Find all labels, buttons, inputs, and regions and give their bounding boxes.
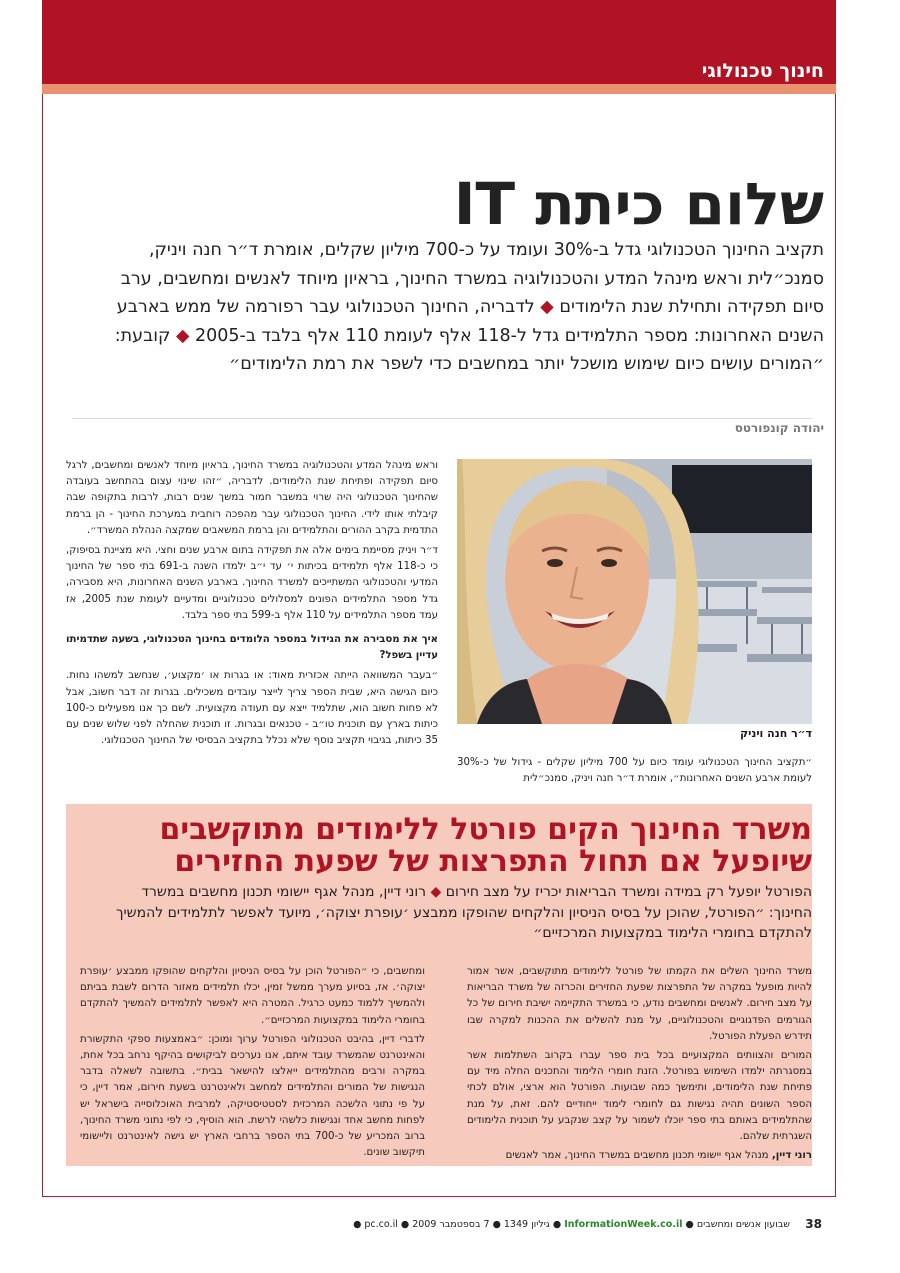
lead-part-1: תקציב החינוך הטכנולוגי גדל ב-30% ועומד על כ-700 מיליון שקלים, אומרת ד״ר חנה ויניק, סמנכ״לית וראש מינהל המדע והטכנולוגיה במשרד החינוך, בראיון מיוחד לאנשים ומחשבים, ערב סיום תפקידה ותחילת שנת הלימודים [120, 240, 824, 317]
sidebar-lead [102, 882, 812, 944]
sidebar-headline-line: משרד החינוך הקים פורטל ללימודים מתוקשבים [159, 812, 812, 847]
body-paragraph: ד״ר ויניק מסיימת בימים אלה את תפקידה בתום ארבע שנים וחצי. היא מציינת בסיפוק, כי כ-118 אלף תלמידים בכיתות י׳ עד י״ב ילמדו השנה ב-691 בתי ספר של החינוך המדעי והטכנולוגי המשתייכים למשרד החינוך. בארבע השנים האחרונות, היא מסבירה, גדל מספר התלמידים הפונים למסלולים טכנולוגיים ומדעיים לעומת שנת 2005, אז עמד מספר התלמידים על 110 אלף ב-599 בתי ספר בלבד. [66, 545, 439, 621]
photo-caption: ״תקציב החינוך הטכנולוגי עומד כיום על 700 מיליון שקלים - גידול של כ-30% לעומת ארבע השנים האחרונות״, אומרת ד״ר חנה ויניק, סמנכ״לית [457, 757, 812, 784]
portrait-photo [457, 459, 812, 724]
diamond-icon: ◆ [430, 884, 442, 900]
sidebar-column-left [80, 964, 425, 1164]
footer-site-link[interactable]: InformationWeek.co.il [564, 1219, 683, 1230]
author-byline: יהודה קונפורטס [734, 421, 824, 435]
bullet-icon: ● [353, 1219, 362, 1230]
speaker-name: רוני דיין, [771, 1150, 812, 1162]
body-paragraph: וראש מינהל המדע והטכנולוגיה במשרד החינוך, בראיון מיוחד לאנשים ומחשבים, לרגל סיום תפקידה ופתיחת שנת הלימודים. לדבריה, ״זהו שינוי עצום בהתחשב בעובדה שהחינוך הטכנולוגי היה שרוי במשבר חמור במשך שנים רבות, לרבות בתקופה שבה קיבלתי אותו לידי. החינוך הטכנולוגי עבר מהפכה רוחבית במערכת החינוך - הן ברמת התדמית בקרב ההורים והתלמידים והן ברמת המשאבים שמקצה הנהלת המשרד״. [66, 460, 438, 536]
lead-part-3: קובעת: ״המורים עושים כיום שימוש מושכל יותר במחשבים כדי לשפר את רמת הלימודים״ [114, 325, 824, 374]
sidebar-paragraph: ומחשבים, כי ״הפורטל הוכן על בסיס הניסיון והלקחים שהופקו ממבצע ׳עופרת יצוקה׳. אז, בסיוע מערך ממשל זמין, יכלו תלמידים מאזור הדרום לשבת בביתם ולהמשיך ללמוד כמעט כרגיל. המטרה היא לאפשר לתלמידים להמשיך להתקדם בחומרי הלימוד במקצועות המרכזיים״. [80, 966, 425, 1026]
page-number: 38 [805, 1217, 822, 1231]
sidebar-paragraph: לדברי דיין, בהיבט הטכנולוגי הפורטל ערוך ומוכן: ״באמצעות ספקי התקשורת והאינטרנט שהמשרד עובד איתם, אנו נערכים לביקושים בהיקף נרחב בכל אחת, במקרה ורבים מהתלמידים ייאלצו להישאר בבית״. בתשובה לשאלה בדבר הנגישות של המורים והתלמידים למחשב ולאינטרנט בשעת חירום, אמר דיין, כי על פי נתוני הלשכה המרכזית לסטטיסטיקה, למרבית האוכלוסייה בישראל יש לפחות מחשב אחד ונגישות כלשהי לרשת. הוא הוסיף, כי לפי נתוני משרד החינוך, ברוב המכריע של כ-700 בתי הספר ברחבי הארץ יש גישה לאינטרנט וליישומי תיקשוב שונים. [80, 1033, 425, 1159]
sidebar-paragraph: המורים והצוותים המקצועיים בכל בית ספר עברו בקרוב השתלמות אשר במסגרתה ילמדו השימוש בפורטל. הזנת חומרי הלימוד והתכנים החלה מיד עם פתיחת שנת הלימודים, ותימשך כמה שבועות. הפורטל הוא ארצי, אולם לכתי הספר השונים תהיה נגישות גם לחומרי לימוד ייחודיים להם. זאת, על מנת שהתלמידים באותם בתי ספר יוכלו לשמור על קצב שנקבע על תוכנית הלימודים השגרתית שלהם. [467, 1050, 812, 1143]
sidebar-lead-part-2: רוני דיין, מנהל אגף יישומי תכנון מחשבים במשרד החינוך: ״הפורטל, שהוכן על בסיס הניסיון והלקחים שהופקו ממבצע ׳עופרת יצוקה׳, מיועד לאפשר לתלמידים להמשיך להתקדם בחומרי הלימוד במקצועות המרכזיים״ [116, 884, 812, 941]
diamond-icon: ◆ [175, 325, 190, 346]
article-body-column [66, 458, 438, 753]
portrait-illustration [457, 459, 812, 724]
sidebar-column-right [467, 964, 812, 1167]
section-label: חינוך טכנולוגי [701, 60, 824, 82]
photo-caption-name: ד״ר חנה ויניק [740, 727, 812, 740]
sidebar-lead-part-1: הפורטל יופעל רק במידה ומשרד הבריאות יכריז על מצב חירום [445, 884, 812, 900]
interview-question: איך את מסבירה את הגידול במספר הלומדים בחינוך הטכנולוגי, בשעה שתדמיתו עדיין בשפל? [66, 634, 438, 662]
bullet-icon: ● [682, 1219, 694, 1230]
footer-issue: גיליון 1349 [503, 1219, 550, 1230]
footer-text [353, 1219, 790, 1230]
bullet-icon: ● [397, 1219, 410, 1230]
sidebar-paragraph [467, 1148, 812, 1164]
footer-date: 7 בספטמבר 2009 [412, 1219, 490, 1230]
sidebar-paragraph-text: מנהל אגף יישומי תכנון מחשבים במשרד החינוך, אמר לאנשים [505, 1150, 772, 1162]
bullet-icon: ● [489, 1219, 501, 1230]
sidebar-paragraph: משרד החינוך השלים את הקמתו של פורטל ללימודים מתוקשבים, אשר אמור להיות מופעל במקרה של התפרצות שפעת החזירים והכרזה של משרד הבריאות על מצב חירום. לאנשים ומחשבים נודע, כי במשרד התקיימה ישיבת חירום של כל הגורמים הפדגוגיים והטכנולוגיים, על מנת להשלים את ההכנות למקרה שבו תידרש הפעלת הפורטל. [467, 966, 812, 1042]
sidebar-headline-line: שיופעל אם תחול התפרצות של שפעת החזירים [174, 844, 812, 879]
header-accent-line [42, 84, 836, 94]
article-headline: שלום כיתת IT [453, 170, 824, 238]
bullet-icon: ● [549, 1219, 562, 1230]
lead-part-2: לדבריה, החינוך הטכנולוגי עבר רפורמה של ממש בארבע השנים האחרונות: מספר התלמידים גדל ל-118 אלף לעומת 110 אלף בלבד ב-2005 [116, 297, 824, 346]
diamond-icon: ◆ [540, 297, 554, 317]
sidebar-headline [112, 814, 812, 878]
body-paragraph: ״בעבר המשוואה הייתה אכזרית מאוד: או בגרות או ׳מקצוע׳, שנחשב למשהו נחות. כיום הגישה היא, שבית הספר צריך לייצר עובדים משכילים. בגרות זה דבר חשוב, אבל לא פחות חשוב הוא, שתלמיד ייצא עם תעודה מקצועית. לשם כך אנו מפעילים כ-100 כיתות בארץ עם תוכנית טו״ב - טכנאים ובגרות. זו תוכנית שהחלה לפני שלוש שנים עם 35 כיתות, בגיבוי תקציב נוסף שלא נכלל בתקציב הבסיסי של החינוך הטכנולוגי. [66, 670, 438, 747]
footer-site2-link[interactable]: pc.co.il [364, 1219, 398, 1230]
divider [72, 418, 812, 419]
footer-publication: שבועון אנשים ומחשבים [696, 1219, 790, 1230]
article-lead [102, 236, 824, 379]
